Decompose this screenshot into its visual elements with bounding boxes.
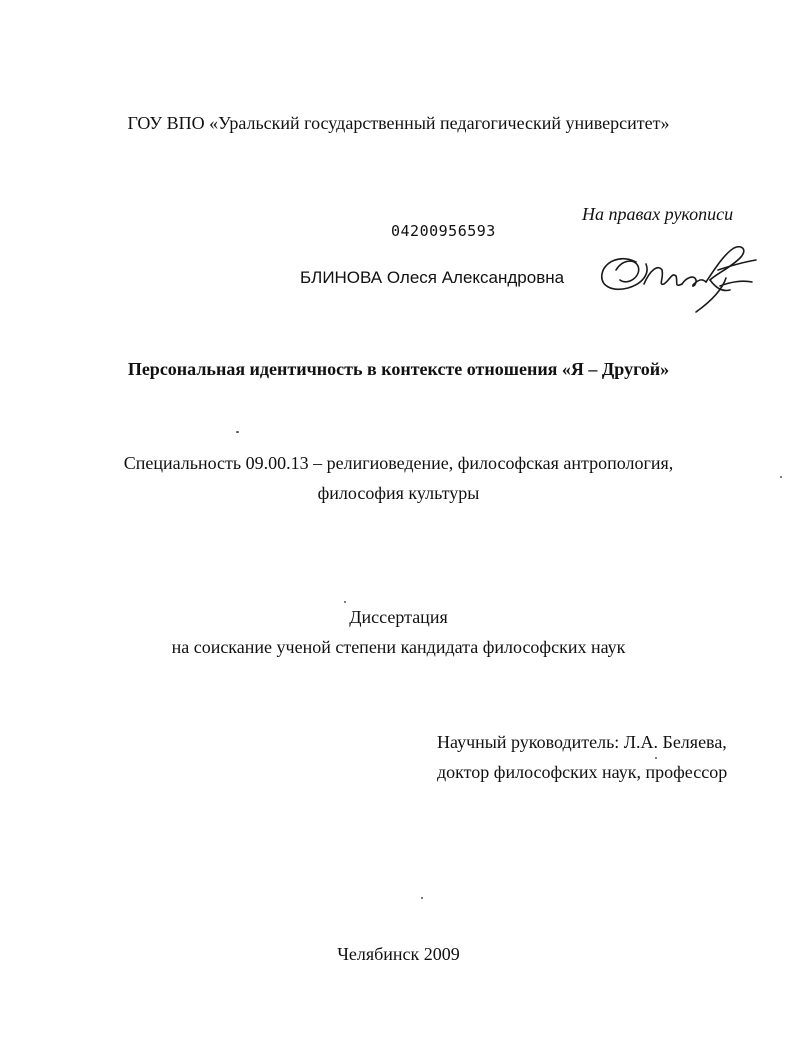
scan-speck <box>421 897 423 899</box>
supervisor-line-1: Научный руководитель: Л.А. Беляева, <box>437 732 727 752</box>
scan-speck <box>780 476 782 478</box>
handwritten-signature-icon <box>598 240 766 316</box>
supervisor-line-2: доктор философских наук, профессор <box>437 762 728 782</box>
city-year: Челябинск 2009 <box>337 944 460 964</box>
author-name: БЛИНОВА Олеся Александровна <box>300 268 565 287</box>
registry-number: 04200956593 <box>391 222 496 240</box>
specialty-line-1: Специальность 09.00.13 – религиоведение, философская антропология, <box>123 453 674 473</box>
institution-name: ГОУ ВПО «Уральский государственный педагогический университет» <box>127 113 670 133</box>
degree-statement: на соискание ученой степени кандидата философских наук <box>171 637 626 657</box>
scan-speck <box>655 757 657 759</box>
scan-speck <box>344 601 346 603</box>
dissertation-title: Персональная идентичность в контексте отношения «Я – Другой» <box>127 359 670 379</box>
manuscript-note: На правах рукописи <box>582 204 734 224</box>
specialty-line-2: философия культуры <box>317 483 480 503</box>
scan-speck <box>236 431 239 433</box>
document-type: Диссертация <box>349 607 448 627</box>
